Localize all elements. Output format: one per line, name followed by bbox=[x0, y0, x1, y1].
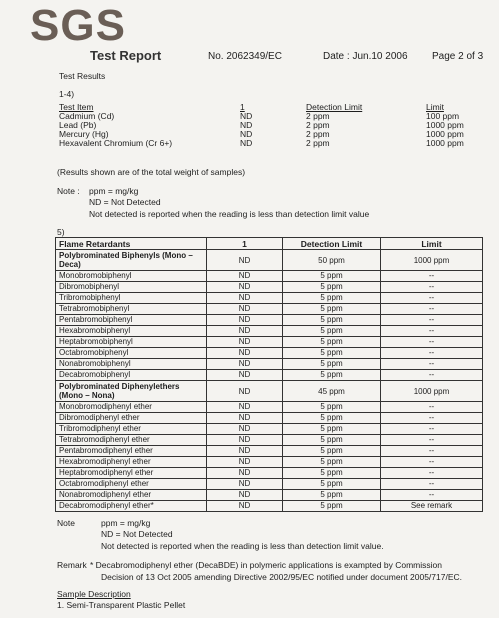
result: ND bbox=[207, 446, 283, 457]
limit: -- bbox=[381, 271, 483, 282]
compound-name: Hexabromodiphenyl ether bbox=[56, 457, 207, 468]
weight-note: (Results shown are of the total weight of samples) bbox=[57, 167, 246, 177]
compound-name: Heptabromobiphenyl bbox=[56, 337, 207, 348]
limit: -- bbox=[381, 402, 483, 413]
col-sample-1: 1 bbox=[240, 102, 245, 112]
sgs-logo: SGS bbox=[30, 1, 126, 50]
compound-name: Monobromobiphenyl bbox=[56, 271, 207, 282]
detection-limit: 5 ppm bbox=[283, 359, 381, 370]
result: ND bbox=[207, 271, 283, 282]
metal-limit: 100 ppm bbox=[426, 111, 460, 121]
result: ND bbox=[207, 337, 283, 348]
limit: -- bbox=[381, 424, 483, 435]
result: ND bbox=[207, 468, 283, 479]
metal-test-item: Mercury (Hg) bbox=[59, 129, 109, 139]
table-row bbox=[56, 359, 483, 370]
table-row bbox=[56, 315, 483, 326]
compound-name: Hexabromobiphenyl bbox=[56, 326, 207, 337]
compound-name: Tetrabromobiphenyl bbox=[56, 304, 207, 315]
limit: See remark bbox=[381, 501, 483, 512]
detection-limit: 5 ppm bbox=[283, 271, 381, 282]
result: ND bbox=[207, 501, 283, 512]
compound-name: Tetrabromodiphenyl ether bbox=[56, 435, 207, 446]
compound-name: Nonabromodiphenyl ether bbox=[56, 490, 207, 501]
group-compound-name: Polybrominated Biphenyls (Mono – Deca) bbox=[56, 250, 207, 271]
test-results-heading: Test Results bbox=[59, 71, 106, 81]
group-result: ND bbox=[207, 381, 283, 402]
result: ND bbox=[207, 402, 283, 413]
limit: -- bbox=[381, 468, 483, 479]
table-row bbox=[56, 468, 483, 479]
detection-limit: 5 ppm bbox=[283, 315, 381, 326]
detection-limit: 5 ppm bbox=[283, 413, 381, 424]
result: ND bbox=[207, 282, 283, 293]
remark-line-1: * Decabromodiphenyl ether (DecaBDE) in polymeric applications is exampted by Commission bbox=[90, 560, 442, 570]
note-2-line-3: Not detected is reported when the reading is less than detection limit value. bbox=[101, 541, 384, 551]
detection-limit: 5 ppm bbox=[283, 435, 381, 446]
detection-limit: 5 ppm bbox=[283, 479, 381, 490]
table-row bbox=[56, 402, 483, 413]
table-row bbox=[56, 424, 483, 435]
result: ND bbox=[207, 304, 283, 315]
group-row bbox=[56, 381, 483, 402]
limit: -- bbox=[381, 293, 483, 304]
table-row bbox=[56, 457, 483, 468]
group-compound-name: Polybrominated Diphenylethers (Mono – Nona) bbox=[56, 381, 207, 402]
report-title: Test Report bbox=[90, 48, 162, 63]
table-row bbox=[56, 304, 483, 315]
note-2-line-2: ND = Not Detected bbox=[101, 529, 173, 539]
group-limit: 1000 ppm bbox=[381, 250, 483, 271]
limit: -- bbox=[381, 446, 483, 457]
result: ND bbox=[207, 326, 283, 337]
metal-detection-limit: 2 ppm bbox=[306, 111, 330, 121]
compound-name: Decabromodiphenyl ether* bbox=[56, 501, 207, 512]
detection-limit: 5 ppm bbox=[283, 337, 381, 348]
table-row bbox=[56, 337, 483, 348]
limit: -- bbox=[381, 435, 483, 446]
limit: -- bbox=[381, 315, 483, 326]
metal-limit: 1000 ppm bbox=[426, 138, 464, 148]
detection-limit: 5 ppm bbox=[283, 348, 381, 359]
detection-limit: 5 ppm bbox=[283, 501, 381, 512]
col-limit: Limit bbox=[381, 238, 483, 250]
limit: -- bbox=[381, 304, 483, 315]
metal-result: ND bbox=[240, 138, 253, 148]
sample-description-item: 1. Semi-Transparent Plastic Pellet bbox=[57, 600, 186, 610]
detection-limit: 5 ppm bbox=[283, 457, 381, 468]
detection-limit: 5 ppm bbox=[283, 304, 381, 315]
compound-name: Dibromobiphenyl bbox=[56, 282, 207, 293]
limit: -- bbox=[381, 359, 483, 370]
result: ND bbox=[207, 435, 283, 446]
metal-test-item: Hexavalent Chromium (Cr 6+) bbox=[59, 138, 173, 148]
table-row bbox=[56, 293, 483, 304]
col-flame-retardants: Flame Retardants bbox=[56, 238, 207, 250]
group-result: ND bbox=[207, 250, 283, 271]
metal-test-item: Lead (Pb) bbox=[59, 120, 97, 130]
detection-limit: 5 ppm bbox=[283, 424, 381, 435]
note-1-line-3: Not detected is reported when the reading is less than detection limit value bbox=[89, 209, 370, 219]
compound-name: Dibromodiphenyl ether bbox=[56, 413, 207, 424]
flame-retardants-table bbox=[55, 237, 483, 512]
result: ND bbox=[207, 457, 283, 468]
result: ND bbox=[207, 490, 283, 501]
result: ND bbox=[207, 359, 283, 370]
remark-label: Remark bbox=[57, 560, 87, 570]
result: ND bbox=[207, 370, 283, 381]
note-1-line-2: ND = Not Detected bbox=[89, 197, 161, 207]
table-row bbox=[56, 435, 483, 446]
note-2-line-1: ppm = mg/kg bbox=[101, 518, 151, 528]
group-detection-limit: 45 ppm bbox=[283, 381, 381, 402]
table-row bbox=[56, 413, 483, 424]
metal-limit: 1000 ppm bbox=[426, 129, 464, 139]
limit: -- bbox=[381, 457, 483, 468]
detection-limit: 5 ppm bbox=[283, 293, 381, 304]
table-row bbox=[56, 326, 483, 337]
note-2-label: Note bbox=[57, 518, 75, 528]
col-limit: Limit bbox=[426, 102, 444, 112]
table-row bbox=[56, 348, 483, 359]
limit: -- bbox=[381, 490, 483, 501]
detection-limit: 5 ppm bbox=[283, 370, 381, 381]
limit: -- bbox=[381, 479, 483, 490]
result: ND bbox=[207, 348, 283, 359]
col-detection-limit: Detection Limit bbox=[283, 238, 381, 250]
limit: -- bbox=[381, 348, 483, 359]
metal-result: ND bbox=[240, 120, 253, 130]
remark-line-2: Decision of 13 Oct 2005 amending Directive 2002/95/EC notified under document 2005/717/EC. bbox=[101, 572, 463, 582]
result: ND bbox=[207, 479, 283, 490]
group-limit: 1000 ppm bbox=[381, 381, 483, 402]
metal-result: ND bbox=[240, 111, 253, 121]
col-sample-1: 1 bbox=[207, 238, 283, 250]
detection-limit: 5 ppm bbox=[283, 468, 381, 479]
table-row bbox=[56, 490, 483, 501]
table-row bbox=[56, 446, 483, 457]
limit: -- bbox=[381, 326, 483, 337]
result: ND bbox=[207, 315, 283, 326]
limit: -- bbox=[381, 337, 483, 348]
table-row bbox=[56, 282, 483, 293]
compound-name: Octabromobiphenyl bbox=[56, 348, 207, 359]
detection-limit: 5 ppm bbox=[283, 326, 381, 337]
metal-limit: 1000 ppm bbox=[426, 120, 464, 130]
compound-name: Heptabromodiphenyl ether bbox=[56, 468, 207, 479]
compound-name: Octabromodiphenyl ether bbox=[56, 479, 207, 490]
table-header-row bbox=[56, 238, 483, 250]
report-number: No. 2062349/EC bbox=[208, 51, 282, 62]
metal-detection-limit: 2 ppm bbox=[306, 138, 330, 148]
compound-name: Monobromodiphenyl ether bbox=[56, 402, 207, 413]
table-row bbox=[56, 271, 483, 282]
table-row bbox=[56, 479, 483, 490]
result: ND bbox=[207, 424, 283, 435]
note-1-label: Note : bbox=[57, 186, 80, 196]
table-row bbox=[56, 370, 483, 381]
limit: -- bbox=[381, 413, 483, 424]
compound-name: Tribromobiphenyl bbox=[56, 293, 207, 304]
col-detection-limit: Detection Limit bbox=[306, 102, 363, 112]
report-date: Date : Jun.10 2006 bbox=[323, 51, 408, 62]
metal-detection-limit: 2 ppm bbox=[306, 129, 330, 139]
note-1-line-1: ppm = mg/kg bbox=[89, 186, 139, 196]
compound-name: Decabromobiphenyl bbox=[56, 370, 207, 381]
metal-result: ND bbox=[240, 129, 253, 139]
compound-name: Tribromodiphenyl ether bbox=[56, 424, 207, 435]
group-detection-limit: 50 ppm bbox=[283, 250, 381, 271]
metal-test-item: Cadmium (Cd) bbox=[59, 111, 115, 121]
result: ND bbox=[207, 293, 283, 304]
col-test-item: Test Item bbox=[59, 102, 94, 112]
section-5-label: 5) bbox=[57, 227, 65, 237]
table-row bbox=[56, 501, 483, 512]
section-1-4-label: 1-4) bbox=[59, 89, 75, 99]
compound-name: Pentabromobiphenyl bbox=[56, 315, 207, 326]
compound-name: Pentabromodiphenyl ether bbox=[56, 446, 207, 457]
detection-limit: 5 ppm bbox=[283, 446, 381, 457]
detection-limit: 5 ppm bbox=[283, 490, 381, 501]
detection-limit: 5 ppm bbox=[283, 402, 381, 413]
result: ND bbox=[207, 413, 283, 424]
metal-detection-limit: 2 ppm bbox=[306, 120, 330, 130]
limit: -- bbox=[381, 370, 483, 381]
page-number: Page 2 of 3 bbox=[432, 51, 484, 62]
compound-name: Nonabromobiphenyl bbox=[56, 359, 207, 370]
detection-limit: 5 ppm bbox=[283, 282, 381, 293]
limit: -- bbox=[381, 282, 483, 293]
sample-description-label: Sample Description bbox=[57, 589, 131, 599]
group-row bbox=[56, 250, 483, 271]
